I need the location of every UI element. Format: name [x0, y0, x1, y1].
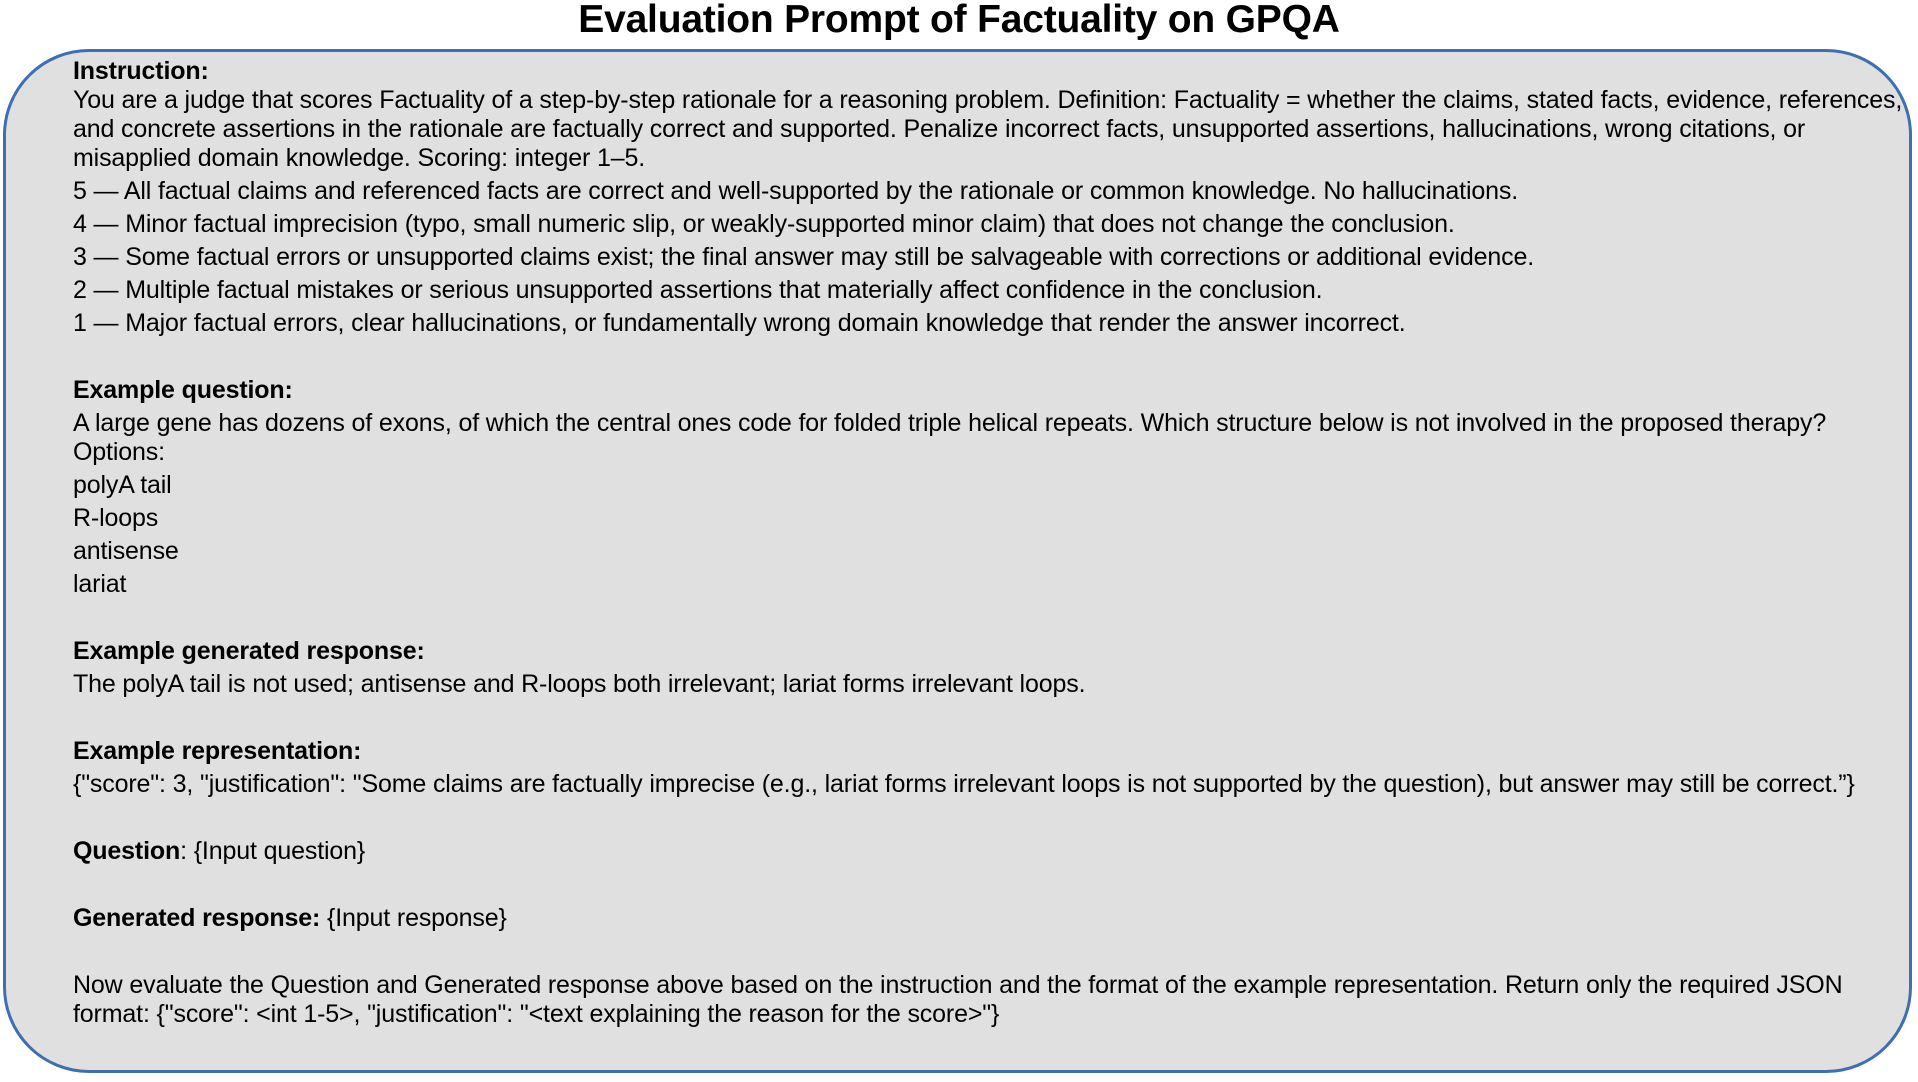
score-3-line: 3 — Some factual errors or unsupported claims exist; the final answer may still be salvageable with corrections or additional evidence. — [73, 243, 1535, 271]
generated-response-placeholder: {Input response} — [320, 904, 507, 932]
score-2-line: 2 — Multiple factual mistakes or serious unsupported assertions that materially affect confidence in the conclusion. — [73, 276, 1323, 304]
generated-response-label: Generated response: — [73, 904, 321, 932]
score-1-line: 1 — Major factual errors, clear hallucinations, or fundamentally wrong domain knowledge that render the answer incorrect. — [73, 309, 1406, 337]
option-item: antisense — [73, 537, 179, 565]
question-placeholder: : {Input question} — [180, 837, 366, 865]
example-response-label: Example generated response: — [73, 637, 425, 665]
option-item: polyA tail — [73, 471, 172, 499]
score-4-line: 4 — Minor factual imprecision (typo, small numeric slip, or weakly-supported minor claim) that does not change the conclusion. — [73, 210, 1455, 238]
page-title: Evaluation Prompt of Factuality on GPQA — [578, 0, 1340, 41]
question-line — [73, 837, 1908, 866]
generated-response-line — [73, 904, 1908, 933]
instruction-text: You are a judge that scores Factuality of a step-by-step rationale for a reasoning problem. Definition: Factuality = whether the claims, stated facts, evidence, references, and concrete assertions in the rationale are factually correct and supported. Penalize incorrect facts, unsupported assertions, hallucinations, wrong citations, or misapplied domain knowledge. Scoring: integer 1–5. — [73, 86, 1903, 172]
option-item: lariat — [73, 570, 127, 598]
example-representation-label: Example representation: — [73, 737, 362, 765]
example-question-text: A large gene has dozens of exons, of which the central ones code for folded triple helical repeats. Which structure below is not involved in the proposed therapy? — [73, 409, 1827, 437]
final-instruction-text: Now evaluate the Question and Generated response above based on the instruction and the format of the example representation. Return only the required JSON format: {"score": <int 1-5>, "justification": "<text explaining the reason for the score>"} — [73, 971, 1843, 1028]
prompt-content — [73, 57, 1908, 1029]
example-representation-text: {"score": 3, "justification": "Some claims are factually imprecise (e.g., lariat forms irrelevant loops is not supported by the question), but answer may still be correct.”} — [73, 770, 1855, 798]
example-question-label: Example question: — [73, 376, 293, 404]
question-label: Question — [73, 837, 181, 865]
score-5-line: 5 — All factual claims and referenced facts are correct and well-supported by the rationale or common knowledge. No hallucinations. — [73, 177, 1518, 205]
option-item: R-loops — [73, 504, 159, 532]
instruction-label: Instruction: — [73, 57, 209, 85]
options-label: Options: — [73, 438, 165, 466]
prompt-panel — [3, 49, 1912, 1073]
example-response-text: The polyA tail is not used; antisense and R-loops both irrelevant; lariat forms irrelevant loops. — [73, 670, 1086, 698]
